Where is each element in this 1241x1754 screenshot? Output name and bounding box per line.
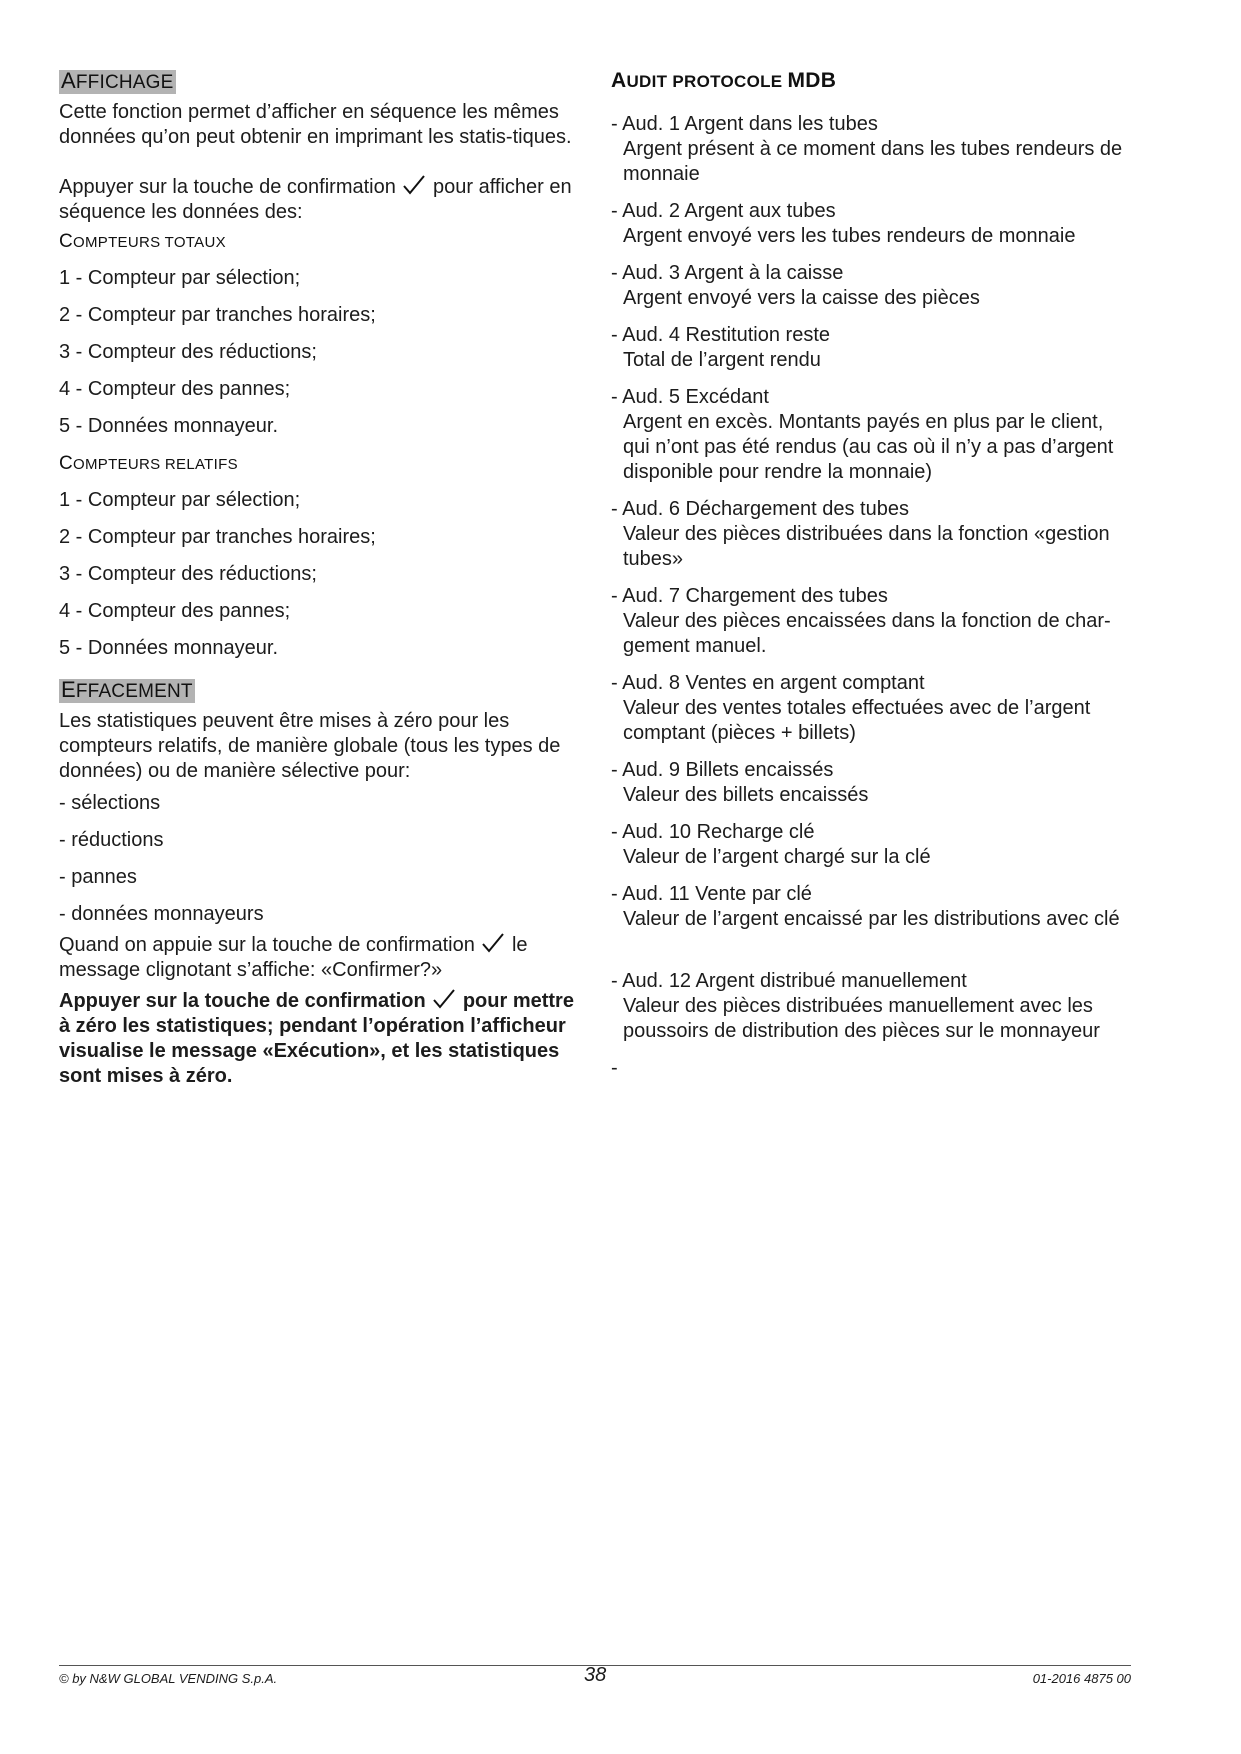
list-item: 2 - Compteur par tranches horaires; bbox=[59, 304, 376, 326]
section-heading-affichage: AFFICHAGE bbox=[61, 68, 174, 93]
audit-item: - Aud. 5 Excédant Argent en excès. Montants payés en plus par le client, qui n’ont pas été rendus (au cas où il n’y a pas d’argent disponible pour rendre la monnaie) bbox=[611, 386, 1114, 483]
list-item: 4 - Compteur des pannes; bbox=[59, 600, 291, 622]
section-heading-effacement: EFFACEMENT bbox=[61, 677, 193, 702]
list-item: - pannes bbox=[59, 866, 137, 888]
list-item: 4 - Compteur des pannes; bbox=[59, 378, 291, 400]
affichage-confirm-paragraph: Appuyer sur la touche de confirmation pour afficher en séquence les données des: bbox=[59, 176, 572, 223]
audit-item: - Aud. 10 Recharge clé Valeur de l’argent chargé sur la clé bbox=[611, 821, 931, 868]
trailing-dash: - bbox=[611, 1057, 618, 1079]
audit-item: - Aud. 2 Argent aux tubes Argent envoyé vers les tubes rendeurs de monnaie bbox=[611, 200, 1076, 247]
list-item: 5 - Données monnayeur. bbox=[59, 415, 279, 437]
page-number: 38 bbox=[584, 1664, 607, 1686]
quand-paragraph: Quand on appuie sur la touche de confirmation le message clignotant s’affiche: «Confirmer?» bbox=[59, 934, 528, 981]
audit-item: - Aud. 8 Ventes en argent comptant Valeur des ventes totales effectuées avec de l’argent comptant (pièces + billets) bbox=[611, 672, 1091, 744]
list-item: 5 - Données monnayeur. bbox=[59, 637, 279, 659]
audit-item: - Aud. 12 Argent distribué manuellement Valeur des pièces distribuées manuellement avec les poussoirs de distribution des pièces sur le monnayeur bbox=[611, 970, 1100, 1042]
audit-item: - Aud. 3 Argent à la caisse Argent envoyé vers la caisse des pièces bbox=[611, 262, 980, 309]
checkmark-icon bbox=[401, 174, 427, 196]
list-item: - réductions bbox=[59, 829, 164, 851]
list-item: - sélections bbox=[59, 792, 161, 814]
section-heading-audit: AUDIT PROTOCOLE MDB bbox=[611, 69, 837, 92]
audit-item: - Aud. 7 Chargement des tubes Valeur des pièces encaissées dans la fonction de char-gement manuel. bbox=[611, 585, 1111, 657]
list-item: 3 - Compteur des réductions; bbox=[59, 563, 317, 585]
list-item: - données monnayeurs bbox=[59, 903, 264, 925]
checkmark-icon bbox=[480, 932, 506, 954]
list-item: 3 - Compteur des réductions; bbox=[59, 341, 317, 363]
audit-item: - Aud. 11 Vente par clé Valeur de l’argent encaissé par les distributions avec clé bbox=[611, 883, 1120, 930]
audit-item: - Aud. 9 Billets encaissés Valeur des billets encaissés bbox=[611, 759, 869, 806]
affichage-paragraph: Cette fonction permet d’afficher en séquence les mêmes données qu’on peut obtenir en imprimant les statis-tiques. bbox=[59, 101, 572, 148]
effacement-paragraph: Les statistiques peuvent être mises à zéro pour les compteurs relatifs, de manière globale (tous les types de données) ou de manière sélective pour: bbox=[59, 710, 561, 782]
checkmark-icon bbox=[431, 988, 457, 1010]
audit-item: - Aud. 4 Restitution reste Total de l’argent rendu bbox=[611, 324, 831, 371]
bold-confirm-paragraph: Appuyer sur la touche de confirmation pour mettre à zéro les statistiques; pendant l’opération l’afficheur visualise le message «Exécution», et les statistiques sont mises à zéro. bbox=[59, 990, 574, 1087]
audit-item: - Aud. 1 Argent dans les tubes Argent présent à ce moment dans les tubes rendeurs de monnaie bbox=[611, 113, 1123, 185]
footer-document-code: 01-2016 4875 00 bbox=[1032, 1671, 1131, 1686]
subheading-compteurs-totaux: COMPTEURS TOTAUX bbox=[59, 231, 226, 252]
list-item: 1 - Compteur par sélection; bbox=[59, 489, 301, 511]
audit-item: - Aud. 6 Déchargement des tubes Valeur des pièces distribuées dans la fonction «gestion tubes» bbox=[611, 498, 1110, 570]
subheading-compteurs-relatifs: COMPTEURS RELATIFS bbox=[59, 453, 238, 474]
list-item: 2 - Compteur par tranches horaires; bbox=[59, 526, 376, 548]
list-item: 1 - Compteur par sélection; bbox=[59, 267, 301, 289]
footer-copyright: © by N&W GLOBAL VENDING S.p.A. bbox=[59, 1671, 278, 1686]
